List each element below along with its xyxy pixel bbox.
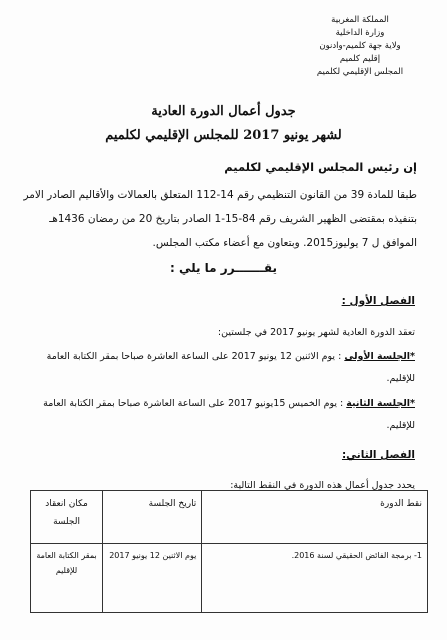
preamble-paragraph: طبقا للمادة 39 من القانون التنظيمي رقم 14-112 المتعلق بالعمالات والأقاليم الصادر الامر بتنفيذه بمقتضى الظهير الشريف رقم 84-15-1 الصادر بتاريخ 20 من رمضان 1436هـ الموافق ل 7 يوليوز2015. وبتعاون مع أعضاء مكتب المجلس. xyxy=(23,189,417,249)
session-1 xyxy=(25,346,415,390)
letterhead-kingdom: المملكة المغربية xyxy=(331,15,389,25)
session-2-label: *الجلسة الثانية xyxy=(346,398,415,409)
cell-session-date: يوم الاثنين 12 يونيو 2017 xyxy=(103,544,202,613)
letterhead-province: إقليم كلميم xyxy=(339,54,381,64)
chapter-2-heading: الفصل الثاني: xyxy=(341,449,415,461)
addressee: إن رئيس المجلس الإقليمي لكلميم xyxy=(224,160,417,174)
letterhead xyxy=(295,14,425,79)
session-1-label: *الجلسة الأولى xyxy=(344,351,415,362)
chapter-2-intro: يحدد جدول أعمال هذه الدورة في النقط التالية: xyxy=(230,480,415,491)
header-agenda-items: نقط الدورة xyxy=(202,491,428,544)
cell-agenda-item: 1- برمجة الفائض الحقيقي لسنة 2016. xyxy=(202,544,428,613)
table-header-row xyxy=(31,491,428,544)
agenda-table xyxy=(30,490,428,613)
table-row xyxy=(31,544,428,613)
header-session-date: تاريخ الجلسة xyxy=(103,491,202,544)
session-2 xyxy=(25,393,415,437)
document-title: جدول أعمال الدورة العادية xyxy=(151,104,296,119)
letterhead-ministry: وزارة الداخلية xyxy=(335,28,385,38)
decision-heading: يقـــــــرر ما يلي : xyxy=(169,261,278,275)
letterhead-council: المجلس الإقليمي لكلميم xyxy=(316,67,404,77)
chapter-1-intro: تعقد الدورة العادية لشهر يونيو 2017 في جلستين: xyxy=(217,327,415,338)
session-2-text: : يوم الخميس 15يونيو 2017 على الساعة العاشرة صباحا بمقر الكتابة العامة للإقليم. xyxy=(43,398,415,431)
cell-session-location: بمقر الكتابة العامة للإقليم xyxy=(31,544,103,613)
document-subtitle: لشهر يونيو 2017 للمجلس الإقليمي لكلميم xyxy=(105,128,342,143)
session-1-text: : يوم الاثنين 12 يونيو 2017 على الساعة العاشرة صباحا بمقر الكتابة العامة للإقليم. xyxy=(46,351,415,384)
letterhead-region: ولاية جهة كلميم-وادنون xyxy=(319,41,401,51)
header-session-location: مكان انعقاد الجلسة xyxy=(31,491,103,544)
chapter-1-heading: الفصل الأول : xyxy=(341,295,415,307)
